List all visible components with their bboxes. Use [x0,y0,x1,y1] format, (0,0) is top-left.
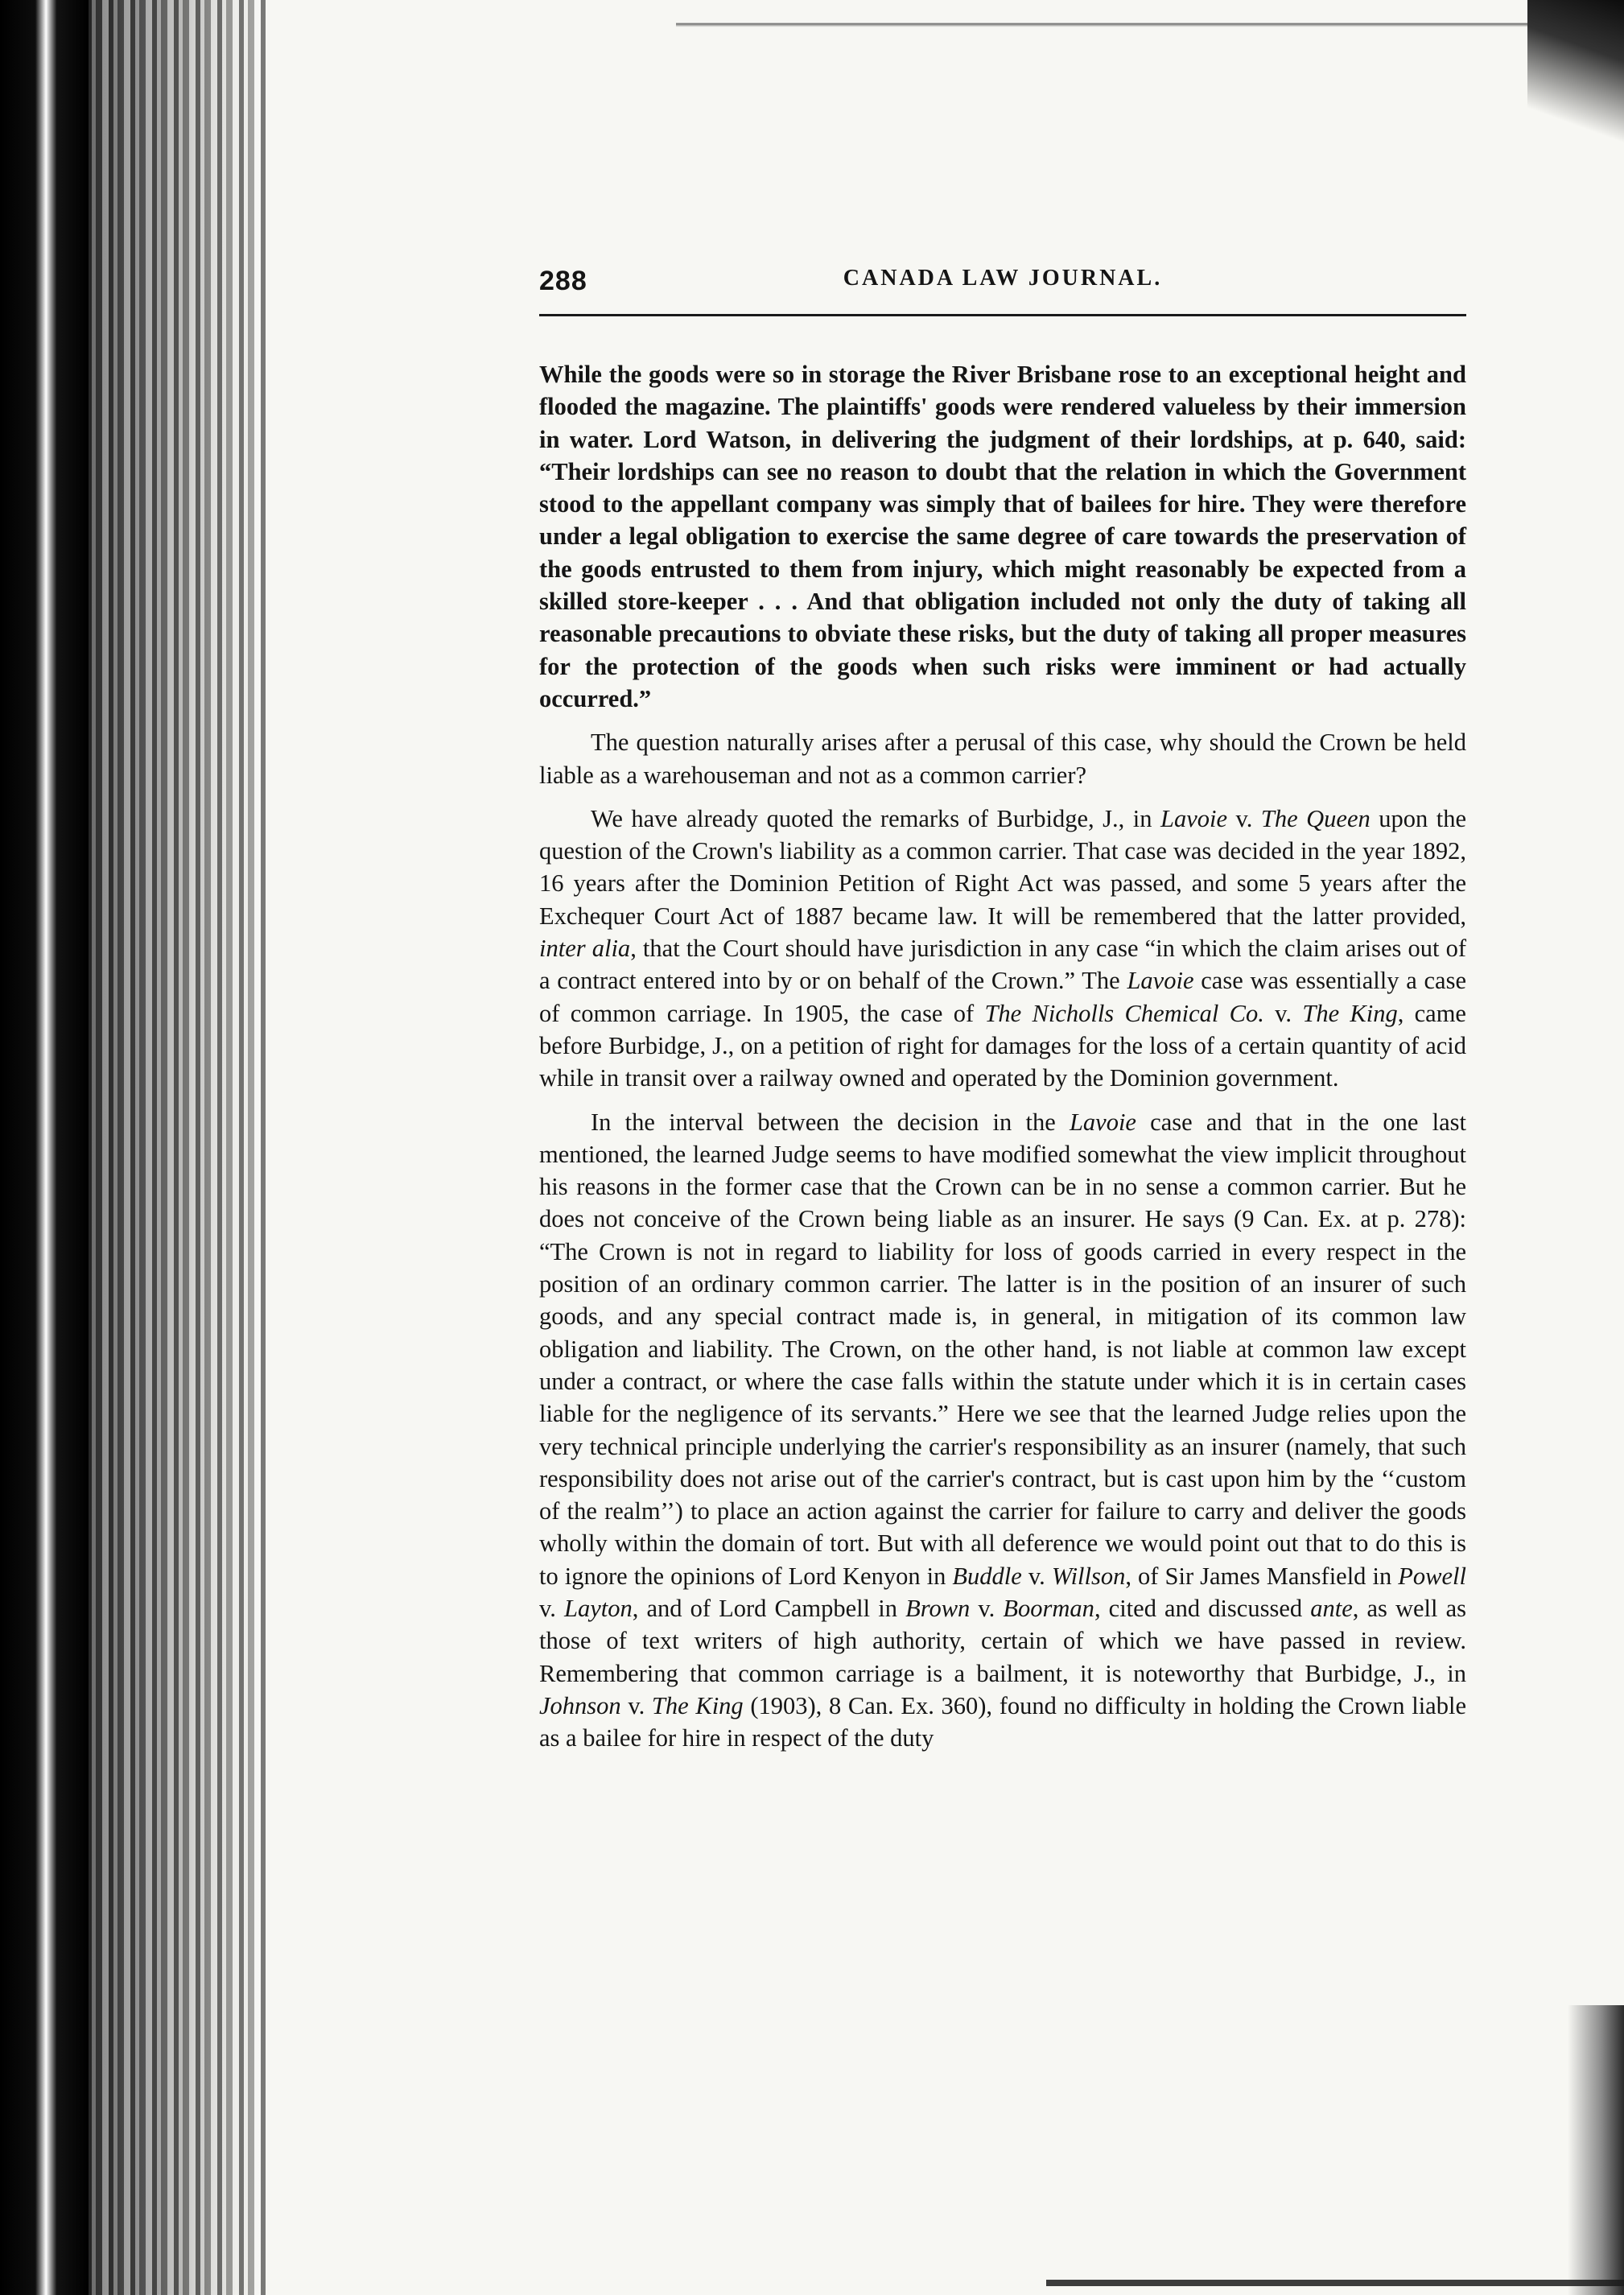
paragraph-question: The question naturally arises after a perusal of this case, why should the Crown be held liable as a warehouseman and not as a common carrier? [539,729,1466,789]
page-header [539,266,1466,316]
paragraph-continuation: While the goods were so in storage the River Brisbane rose to an exceptional height and flooded the magazine. The plaintiffs' goods were rendered valueless by their immersion in water. Lord Watson, in delivering the judgment of their lordships, at p. 640, said: “Their lordships can see no reason to doubt that the relation in which the Government stood to the appellant company was simply that of bailees for hire. They were therefore under a legal obligation to exercise the same degree of care towards the preservation of the goods entrusted to them from injury, which might reasonably be expected from a skilled store-keeper . . . And that obligation included not only the duty of taking all reasonable precautions to obviate these risks, but the duty of taking all proper measures for the protection of the goods when such risks were imminent or had actually occurred.” [539,361,1466,712]
scan-binding-edge [0,0,89,2295]
journal-page [539,266,1466,1754]
scan-bottom-edge [1046,2280,1624,2286]
scan-top-edge [676,0,1624,56]
scan-corner-bottom-right [1568,2005,1624,2295]
running-title: CANADA LAW JOURNAL. [843,266,1163,291]
page-number: 288 [539,266,587,296]
scan-corner-top-right [1527,0,1624,169]
paragraph-interval: In the interval between the decision in the Lavoie case and that in the one last mentioned, the learned Judge seems to have modified somewhat the view implicit throughout his reasons in the former case that the Crown can be in no sense a common carrier. But he does not conceive of the Crown being liable as an insurer. He says (9 Can. Ex. at p. 278): “The Crown is not in regard to liability for loss of goods carried in every respect in the position of an ordinary common carrier. The latter is in the position of an insurer of such goods, and any special contract made is, in general, in mitigation of its common law obligation and liability. The Crown, on the other hand, is not liable at common law except under a contract, or where the case falls within the statute under which it is in certain cases liable for the negligence of its servants.” Here we see that the learned Judge relies upon the very technical principle underlying the carrier's responsibility as an insurer (namely, that such responsibility does not arise out of the carrier's contract, but is cast upon him by the ‘‘custom of the realm’’) to place an action against the carrier for failure to carry and deliver the goods wholly within the domain of tort. But with all deference we would point out that to do this is to ignore the opinions of Lord Kenyon in Buddle v. Willson, of Sir James Mansfield in Powell v. Layton, and of Lord Campbell in Brown v. Boorman, cited and discussed ante, as well as those of text writers of high authority, certain of which we have passed in review. Remembering that common carriage is a bailment, it is noteworthy that Burbidge, J., in Johnson v. The King (1903), 8 Can. Ex. 360), found no difficulty in holding the Crown liable as a bailee for hire in respect of the duty [539,1108,1467,1752]
paragraph-lavoie: We have already quoted the remarks of Burbidge, J., in Lavoie v. The Queen upon the question of the Crown's liability as a common carrier. That case was decided in the year 1892, 16 years after the Dominion Petition of Right Act was passed, and some 5 years after the Exchequer Court Act of 1887 became law. It will be remembered that the latter provided, inter alia, that the Court should have jurisdiction in any case “in which the claim arises out of a contract entered into by or on behalf of the Crown.” The Lavoie case was essentially a case of common carriage. In 1905, the case of The Nicholls Chemical Co. v. The King, came before Burbidge, J., on a petition of right for damages for the loss of a certain quantity of acid while in transit over a railway owned and operated by the Dominion government. [539,804,1466,1092]
